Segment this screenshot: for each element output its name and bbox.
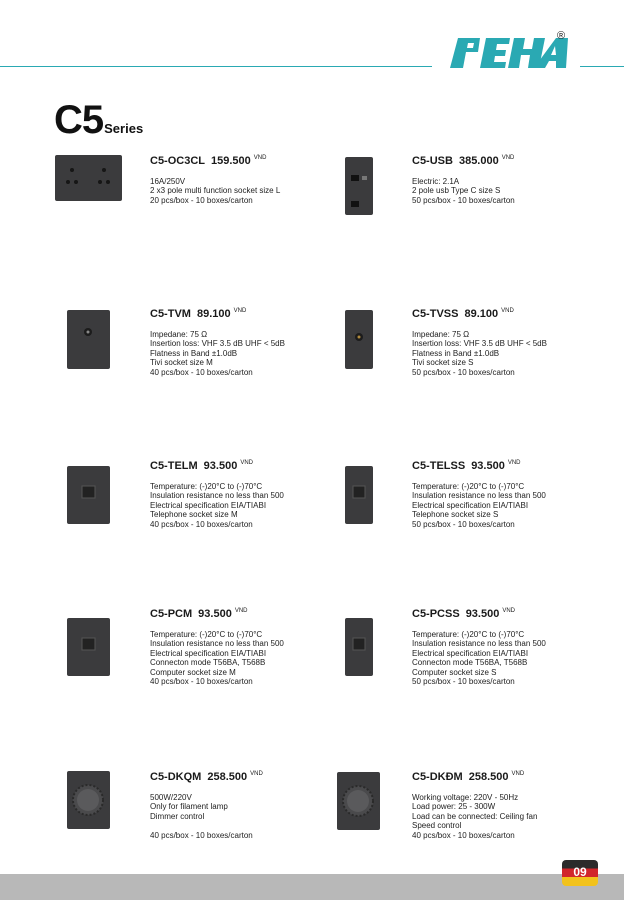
product-card <box>345 155 615 275</box>
series-word: Series <box>104 121 144 136</box>
product-specs: 500W/220V Only for filament lamp Dimmer control 40 pcs/box - 10 boxes/carton <box>150 793 253 840</box>
product-price: 93.500 <box>203 460 238 472</box>
product-image <box>67 310 110 369</box>
product-card <box>55 308 325 428</box>
peha-logo <box>446 36 570 70</box>
product-card <box>55 460 325 580</box>
price-unit: VND <box>253 155 267 162</box>
product-image <box>67 466 110 524</box>
product-specs: Impedane: 75 Ω Insertion loss: VHF 3.5 dB UHF < 5dB Flatness in Band ±1.0dB Tivi socket size M 40 pcs/box - 10 boxes/carton <box>150 330 285 377</box>
usb-port-icon <box>345 157 373 215</box>
price-unit: VND <box>233 308 247 315</box>
product-price: 93.500 <box>465 608 500 620</box>
dimmer-knob-icon <box>67 771 110 829</box>
product-specs: Temperature: (-)20°C to (-)70°C Insulation resistance no less than 500 Electrical specification EIA/TIABI Telephone socket size M 40 pcs/box - 10 boxes/carton <box>150 482 284 529</box>
product-card <box>345 608 615 728</box>
product-code: C5-DKQM <box>150 771 202 783</box>
germany-flag-page-badge <box>562 860 598 886</box>
telephone-port-icon <box>345 466 373 524</box>
product-image <box>337 772 380 830</box>
product-specs: 16A/250V 2 x3 pole multi function socket size L 20 pcs/box - 10 boxes/carton <box>150 177 281 205</box>
tv-socket-icon <box>67 310 110 369</box>
footer-bar <box>0 874 624 900</box>
product-specs: Temperature: (-)20°C to (-)70°C Insulation resistance no less than 500 Electrical specification EIA/TIABI Telephone socket size S 50 pcs/box - 10 boxes/carton <box>412 482 546 529</box>
fan-speed-knob-icon <box>337 772 380 830</box>
product-price: 258.500 <box>207 771 248 783</box>
product-code: C5-TELSS <box>412 460 466 472</box>
product-price: 159.500 <box>211 155 251 167</box>
series-title <box>54 98 143 143</box>
product-code: C5-TVM <box>150 308 191 320</box>
header-rule-left <box>0 66 432 67</box>
price-unit: VND <box>502 608 516 615</box>
product-specs: Working voltage: 220V - 50Hz Load power: 25 - 300W Load can be connected: Ceiling fan Speed control 40 pcs/box - 10 boxes/carton <box>412 793 538 840</box>
product-image <box>345 157 373 215</box>
product-card <box>55 608 325 728</box>
product-specs: Temperature: (-)20°C to (-)70°C Insulation resistance no less than 500 Electrical specification EIA/TIABI Connecton mode T56BA, T568B Computer socket size M 40 pcs/box - 10 boxes/carton <box>150 630 284 687</box>
product-price: 93.500 <box>198 608 232 620</box>
product-code: C5-DKĐM <box>412 771 463 783</box>
product-code: C5-TELM <box>150 460 198 472</box>
product-specs: Impedane: 75 Ω Insertion loss: VHF 3.5 dB UHF < 5dB Flatness in Band ±1.0dB Tivi socket size S 50 pcs/box - 10 boxes/carton <box>412 330 547 377</box>
product-price: 89.100 <box>196 308 231 320</box>
product-image <box>67 771 110 829</box>
product-image <box>55 155 122 201</box>
price-unit: VND <box>507 460 521 467</box>
registered-mark: ® <box>557 30 566 42</box>
product-code: C5-PCSS <box>412 608 460 620</box>
tv-socket-icon <box>345 310 373 369</box>
product-code: C5-PCM <box>150 608 193 620</box>
product-code: C5-OC3CL <box>150 155 206 167</box>
product-code: C5-USB <box>412 155 453 167</box>
computer-port-icon <box>345 618 373 676</box>
product-price: 385.000 <box>458 155 499 167</box>
dual-socket-icon <box>55 155 122 201</box>
header-rule-right <box>580 66 624 67</box>
product-specs: Electric: 2.1A 2 pole usb Type C size S 50 pcs/box - 10 boxes/carton <box>412 177 515 205</box>
product-card <box>55 155 325 275</box>
product-image <box>345 466 373 524</box>
telephone-port-icon <box>67 466 110 524</box>
product-code: C5-TVSS <box>412 308 459 320</box>
computer-port-icon <box>67 618 110 676</box>
product-card <box>345 308 615 428</box>
product-price: 93.500 <box>471 460 505 472</box>
price-unit: VND <box>501 308 514 315</box>
price-unit: VND <box>501 155 515 162</box>
product-image <box>67 618 110 676</box>
product-card <box>55 771 325 891</box>
product-image <box>345 618 373 676</box>
product-card <box>345 460 615 580</box>
product-specs: Temperature: (-)20°C to (-)70°C Insulation resistance no less than 500 Electrical specification EIA/TIABI Connecton mode T56BA, T568B Computer socket size S 50 pcs/box - 10 boxes/carton <box>412 630 546 687</box>
page-number: 09 <box>573 865 587 879</box>
price-unit: VND <box>511 771 525 778</box>
product-price: 89.100 <box>464 308 499 320</box>
price-unit: VND <box>240 460 253 467</box>
product-price: 258.500 <box>468 771 509 783</box>
product-image <box>345 310 373 369</box>
price-unit: VND <box>250 771 263 778</box>
price-unit: VND <box>234 608 248 615</box>
series-code: C5 <box>54 98 104 142</box>
